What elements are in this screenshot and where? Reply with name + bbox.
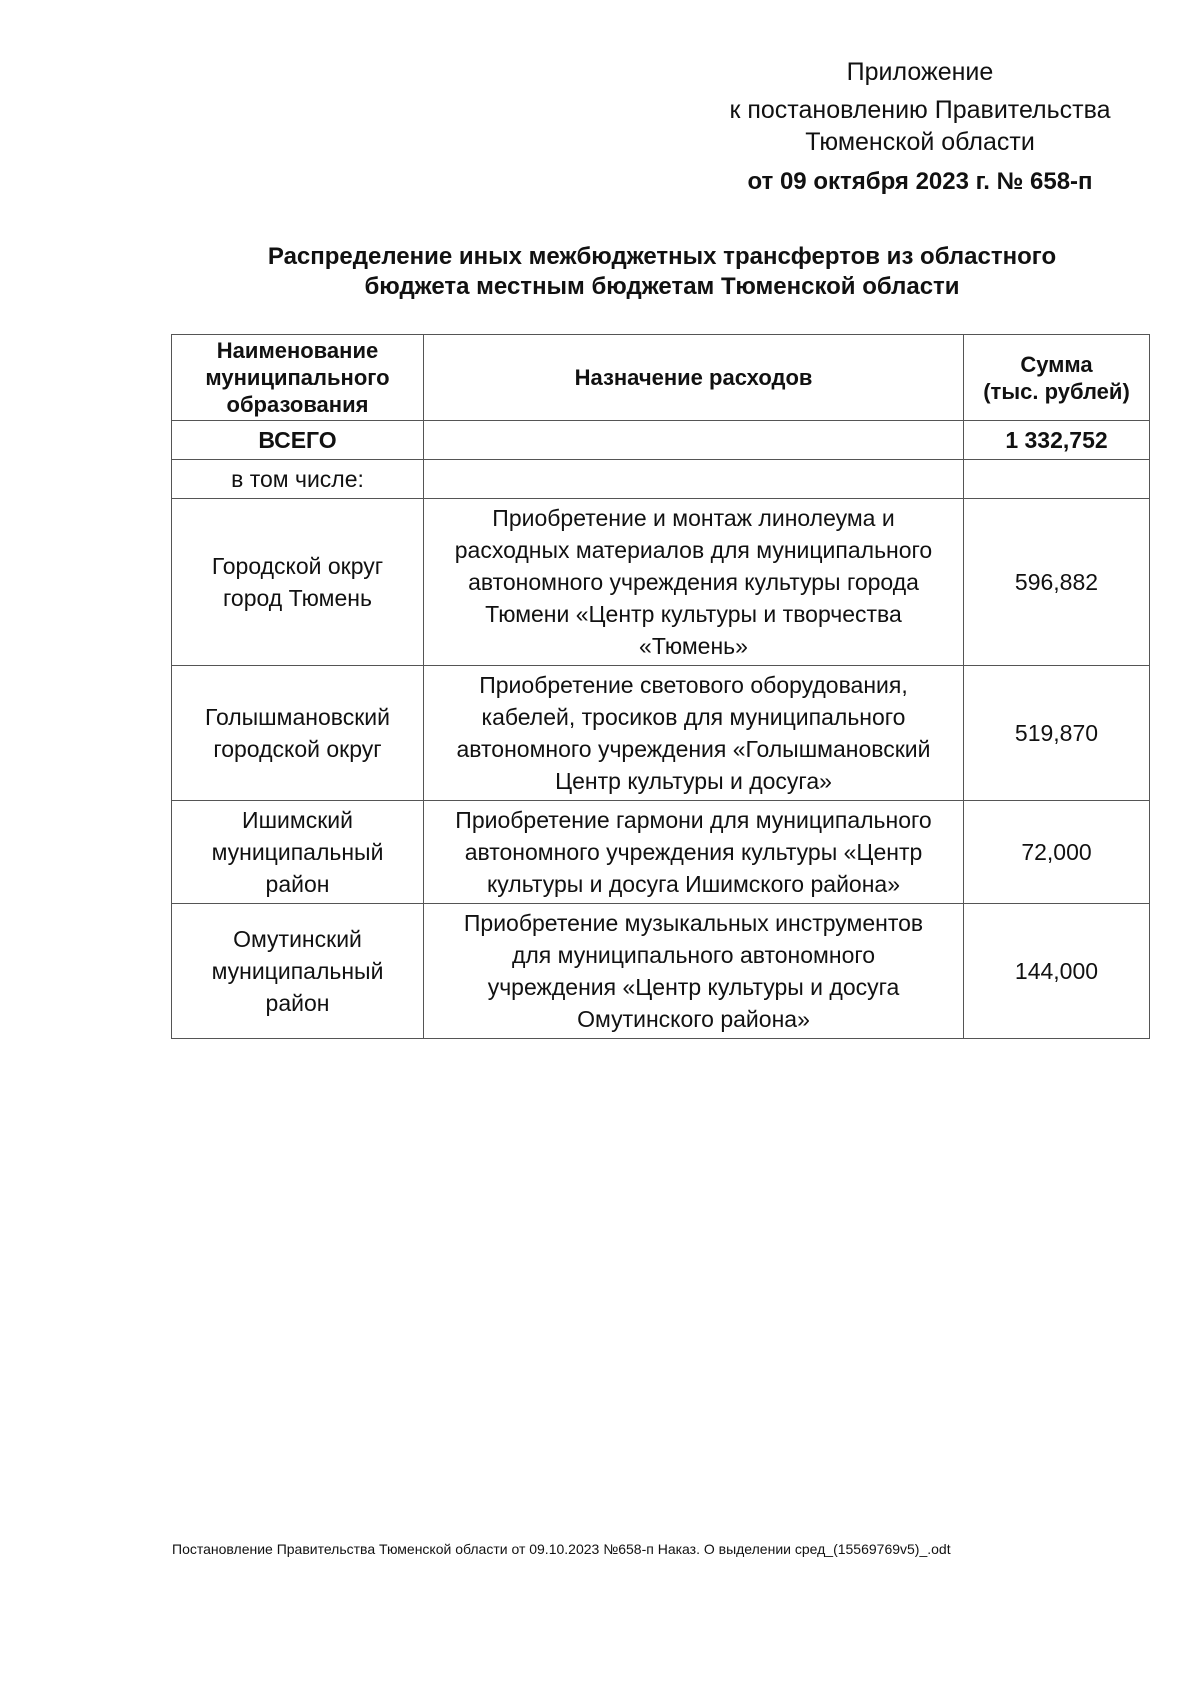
header-municipality: Наименование муниципального образования xyxy=(172,335,424,421)
including-label: в том числе: xyxy=(172,460,424,499)
table-row xyxy=(172,666,1150,801)
total-purpose-empty xyxy=(424,421,964,460)
header-purpose: Назначение расходов xyxy=(424,335,964,421)
total-label: ВСЕГО xyxy=(172,421,424,460)
expense-purpose: Приобретение светового оборудования, кабелей, тросиков для муниципального автономного учреждения «Голышмановский Центр культуры и досуга» xyxy=(424,666,964,801)
document-title-line1: Распределение иных межбюджетных трансфертов из областного xyxy=(267,243,1057,270)
amount-value: 144,000 xyxy=(964,904,1150,1039)
header-amount: Сумма (тыс. рублей) xyxy=(964,335,1150,421)
including-row xyxy=(172,460,1150,499)
appendix-title: Приложение xyxy=(846,58,994,86)
municipality-name: Ишимский муниципальный район xyxy=(172,801,424,904)
municipality-name: Омутинский муниципальный район xyxy=(172,904,424,1039)
distribution-table xyxy=(171,334,1150,1039)
appendix-date-number: от 09 октября 2023 г. № 658-п xyxy=(747,168,1093,195)
amount-value: 72,000 xyxy=(964,801,1150,904)
table-row xyxy=(172,499,1150,666)
expense-purpose: Приобретение и монтаж линолеума и расходных материалов для муниципального автономного учреждения культуры города Тюмени «Центр культуры и творчества «Тюмень» xyxy=(424,499,964,666)
municipality-name: Голышмановский городской округ xyxy=(172,666,424,801)
total-row xyxy=(172,421,1150,460)
expense-purpose: Приобретение гармони для муниципального автономного учреждения культуры «Центр культуры и досуга Ишимского района» xyxy=(424,801,964,904)
footer-file-reference: Постановление Правительства Тюменской области от 09.10.2023 №658-п Наказ. О выделении сред_(15569769v5)_.odt xyxy=(172,1541,951,1557)
total-amount: 1 332,752 xyxy=(964,421,1150,460)
document-title xyxy=(172,242,1152,302)
table-row xyxy=(172,904,1150,1039)
expense-purpose: Приобретение музыкальных инструментов для муниципального автономного учреждения «Центр культуры и досуга Омутинского района» xyxy=(424,904,964,1039)
municipality-name: Городской округ город Тюмень xyxy=(172,499,424,666)
appendix-reference-line1: к постановлению Правительства xyxy=(729,96,1111,124)
amount-value: 596,882 xyxy=(964,499,1150,666)
document-title-line2: бюджета местным бюджетам Тюменской области xyxy=(364,273,960,300)
appendix-header xyxy=(600,56,1200,198)
table-row xyxy=(172,801,1150,904)
amount-value: 519,870 xyxy=(964,666,1150,801)
appendix-reference-line2: Тюменской области xyxy=(805,128,1035,156)
table-header-row xyxy=(172,335,1150,421)
